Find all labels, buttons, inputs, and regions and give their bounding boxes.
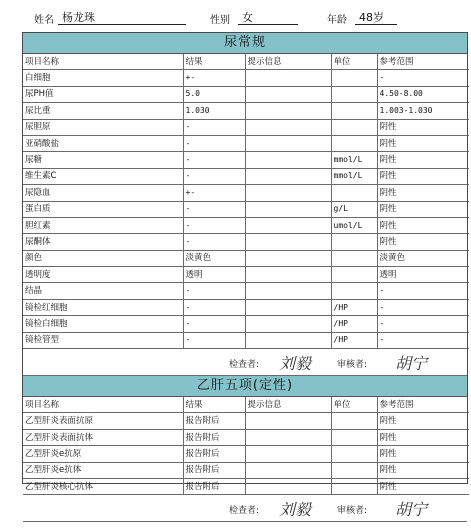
cell-name: 蛋白质	[23, 201, 183, 217]
cell-result: 报告附后	[183, 446, 245, 462]
cell-result: 透明	[183, 267, 245, 283]
cell-ref: 阴性	[377, 429, 469, 445]
column-header: 项目名称	[23, 54, 183, 70]
cell-ref: 阴性	[377, 413, 469, 429]
cell-unit	[331, 70, 377, 86]
cell-name: 尿胆原	[23, 119, 183, 135]
table-row	[23, 316, 469, 332]
column-header: 项目名称	[23, 397, 183, 413]
cell-result: +-	[183, 70, 245, 86]
cell-unit	[331, 119, 377, 135]
cell-unit	[331, 185, 377, 201]
cell-result: 5.0	[183, 86, 245, 102]
cell-result: -	[183, 135, 245, 151]
cell-unit	[331, 413, 377, 429]
table-header-row	[23, 397, 469, 413]
cell-unit: /HP	[331, 299, 377, 315]
hbv-table-body	[23, 397, 469, 495]
hbv-table	[23, 397, 469, 495]
table-row	[23, 267, 469, 283]
patient-header	[0, 0, 471, 30]
cell-result: -	[183, 332, 245, 348]
cell-unit: g/L	[331, 201, 377, 217]
cell-name: 乙型肝炎e抗体	[23, 462, 183, 478]
cell-name: 乙型肝炎表面抗体	[23, 429, 183, 445]
cell-ref: 阴性	[377, 185, 469, 201]
table-row	[23, 429, 469, 445]
cell-unit	[331, 234, 377, 250]
bottom-strip	[23, 522, 467, 530]
table-row	[23, 70, 469, 86]
checker-label: 检查者:	[229, 360, 260, 371]
checker-signature: 刘毅	[279, 354, 312, 374]
cell-ref: 阴性	[377, 168, 469, 184]
table-row	[23, 299, 469, 315]
cell-name: 结晶	[23, 283, 183, 299]
checker-signature: 刘毅	[279, 500, 312, 520]
cell-hint	[245, 152, 331, 168]
checker-label: 检查者:	[229, 506, 260, 517]
column-header: 结果	[183, 54, 245, 70]
cell-ref: 淡黄色	[377, 250, 469, 266]
cell-name: 乙型肝炎表面抗原	[23, 413, 183, 429]
cell-name: 尿隐血	[23, 185, 183, 201]
cell-unit: /HP	[331, 332, 377, 348]
report-frame	[22, 32, 468, 520]
cell-unit	[331, 267, 377, 283]
table-header-row	[23, 54, 469, 70]
table-row	[23, 86, 469, 102]
cell-name: 尿酮体	[23, 234, 183, 250]
table-row	[23, 462, 469, 478]
patient-sex: 女	[238, 9, 298, 25]
cell-unit	[331, 462, 377, 478]
reviewer-label: 审核者:	[337, 360, 368, 371]
cell-unit	[331, 283, 377, 299]
cell-result: 报告附后	[183, 462, 245, 478]
cell-name: 尿PH值	[23, 86, 183, 102]
table-row	[23, 234, 469, 250]
table-row	[23, 283, 469, 299]
cell-hint	[245, 478, 331, 494]
cell-result: -	[183, 217, 245, 233]
table-row	[23, 250, 469, 266]
reviewer-label: 审核者:	[337, 506, 368, 517]
cell-hint	[245, 201, 331, 217]
cell-result: 1.030	[183, 103, 245, 119]
column-header: 参考范围	[377, 54, 469, 70]
cell-ref: 阴性	[377, 135, 469, 151]
cell-ref: 阴性	[377, 234, 469, 250]
cell-ref: 阴性	[377, 446, 469, 462]
table-row	[23, 413, 469, 429]
column-header: 参考范围	[377, 397, 469, 413]
cell-ref: -	[377, 316, 469, 332]
cell-result: 淡黄色	[183, 250, 245, 266]
sex-label: 性别	[210, 15, 230, 26]
table-row	[23, 446, 469, 462]
hbv-sign-row	[23, 495, 467, 522]
cell-result: +-	[183, 185, 245, 201]
table-row	[23, 103, 469, 119]
cell-hint	[245, 316, 331, 332]
cell-hint	[245, 413, 331, 429]
cell-unit: mmol/L	[331, 168, 377, 184]
cell-name: 颜色	[23, 250, 183, 266]
cell-result: -	[183, 152, 245, 168]
cell-hint	[245, 168, 331, 184]
patient-age: 48岁	[355, 9, 397, 25]
cell-unit	[331, 250, 377, 266]
cell-unit	[331, 135, 377, 151]
cell-name: 维生素C	[23, 168, 183, 184]
table-row	[23, 119, 469, 135]
cell-hint	[245, 135, 331, 151]
cell-unit: /HP	[331, 316, 377, 332]
cell-ref: 阴性	[377, 201, 469, 217]
cell-ref: 阴性	[377, 462, 469, 478]
cell-result: 报告附后	[183, 413, 245, 429]
column-header: 单位	[331, 54, 377, 70]
table-row	[23, 201, 469, 217]
column-header: 结果	[183, 397, 245, 413]
cell-ref: 1.003-1.030	[377, 103, 469, 119]
cell-hint	[245, 299, 331, 315]
cell-result: 报告附后	[183, 429, 245, 445]
cell-name: 乙型肝炎e抗原	[23, 446, 183, 462]
cell-unit: umol/L	[331, 217, 377, 233]
cell-ref: 阴性	[377, 478, 469, 494]
cell-ref: 透明	[377, 267, 469, 283]
cell-result: 报告附后	[183, 478, 245, 494]
name-label: 姓名	[34, 15, 54, 26]
cell-unit: mmol/L	[331, 152, 377, 168]
cell-hint	[245, 462, 331, 478]
urine-sign-row	[23, 349, 467, 376]
cell-unit	[331, 103, 377, 119]
table-row	[23, 168, 469, 184]
table-row	[23, 217, 469, 233]
table-row	[23, 135, 469, 151]
cell-result: -	[183, 283, 245, 299]
cell-result: -	[183, 168, 245, 184]
cell-hint	[245, 217, 331, 233]
cell-hint	[245, 332, 331, 348]
cell-ref: -	[377, 332, 469, 348]
urine-section-title: 尿常规	[23, 33, 467, 54]
table-row	[23, 332, 469, 348]
patient-name: 杨龙珠	[58, 9, 186, 25]
cell-ref: 4.50-8.00	[377, 86, 469, 102]
cell-hint	[245, 103, 331, 119]
table-row	[23, 152, 469, 168]
column-header: 单位	[331, 397, 377, 413]
cell-ref: 阴性	[377, 119, 469, 135]
cell-ref: -	[377, 283, 469, 299]
cell-name: 尿糖	[23, 152, 183, 168]
cell-unit	[331, 86, 377, 102]
column-header: 提示信息	[245, 397, 331, 413]
cell-result: -	[183, 299, 245, 315]
cell-result: -	[183, 234, 245, 250]
cell-hint	[245, 283, 331, 299]
cell-name: 镜检白细胞	[23, 316, 183, 332]
cell-name: 乙型肝炎核心抗体	[23, 478, 183, 494]
cell-hint	[245, 86, 331, 102]
cell-hint	[245, 185, 331, 201]
cell-hint	[245, 119, 331, 135]
cell-result: -	[183, 119, 245, 135]
cell-hint	[245, 446, 331, 462]
cell-unit	[331, 478, 377, 494]
table-row	[23, 478, 469, 494]
column-header: 提示信息	[245, 54, 331, 70]
cell-hint	[245, 234, 331, 250]
cell-hint	[245, 250, 331, 266]
cell-ref: -	[377, 70, 469, 86]
cell-unit	[331, 446, 377, 462]
cell-name: 胆红素	[23, 217, 183, 233]
cell-name: 透明度	[23, 267, 183, 283]
cell-ref: -	[377, 299, 469, 315]
cell-name: 镜检红细胞	[23, 299, 183, 315]
table-row	[23, 185, 469, 201]
urine-table	[23, 54, 469, 349]
cell-hint	[245, 429, 331, 445]
cell-ref: 阴性	[377, 152, 469, 168]
reviewer-signature: 胡宁	[395, 500, 428, 520]
cell-name: 白细胞	[23, 70, 183, 86]
reviewer-signature: 胡宁	[395, 354, 428, 374]
hbv-section-title: 乙肝五项(定性)	[23, 376, 467, 397]
age-label: 年龄	[327, 15, 347, 26]
cell-name: 尿比重	[23, 103, 183, 119]
cell-name: 亚硝酸盐	[23, 135, 183, 151]
cell-name: 镜检管型	[23, 332, 183, 348]
cell-unit	[331, 429, 377, 445]
cell-hint	[245, 267, 331, 283]
cell-result: -	[183, 201, 245, 217]
cell-hint	[245, 70, 331, 86]
urine-table-body	[23, 54, 469, 349]
cell-ref: 阴性	[377, 217, 469, 233]
cell-result: -	[183, 316, 245, 332]
